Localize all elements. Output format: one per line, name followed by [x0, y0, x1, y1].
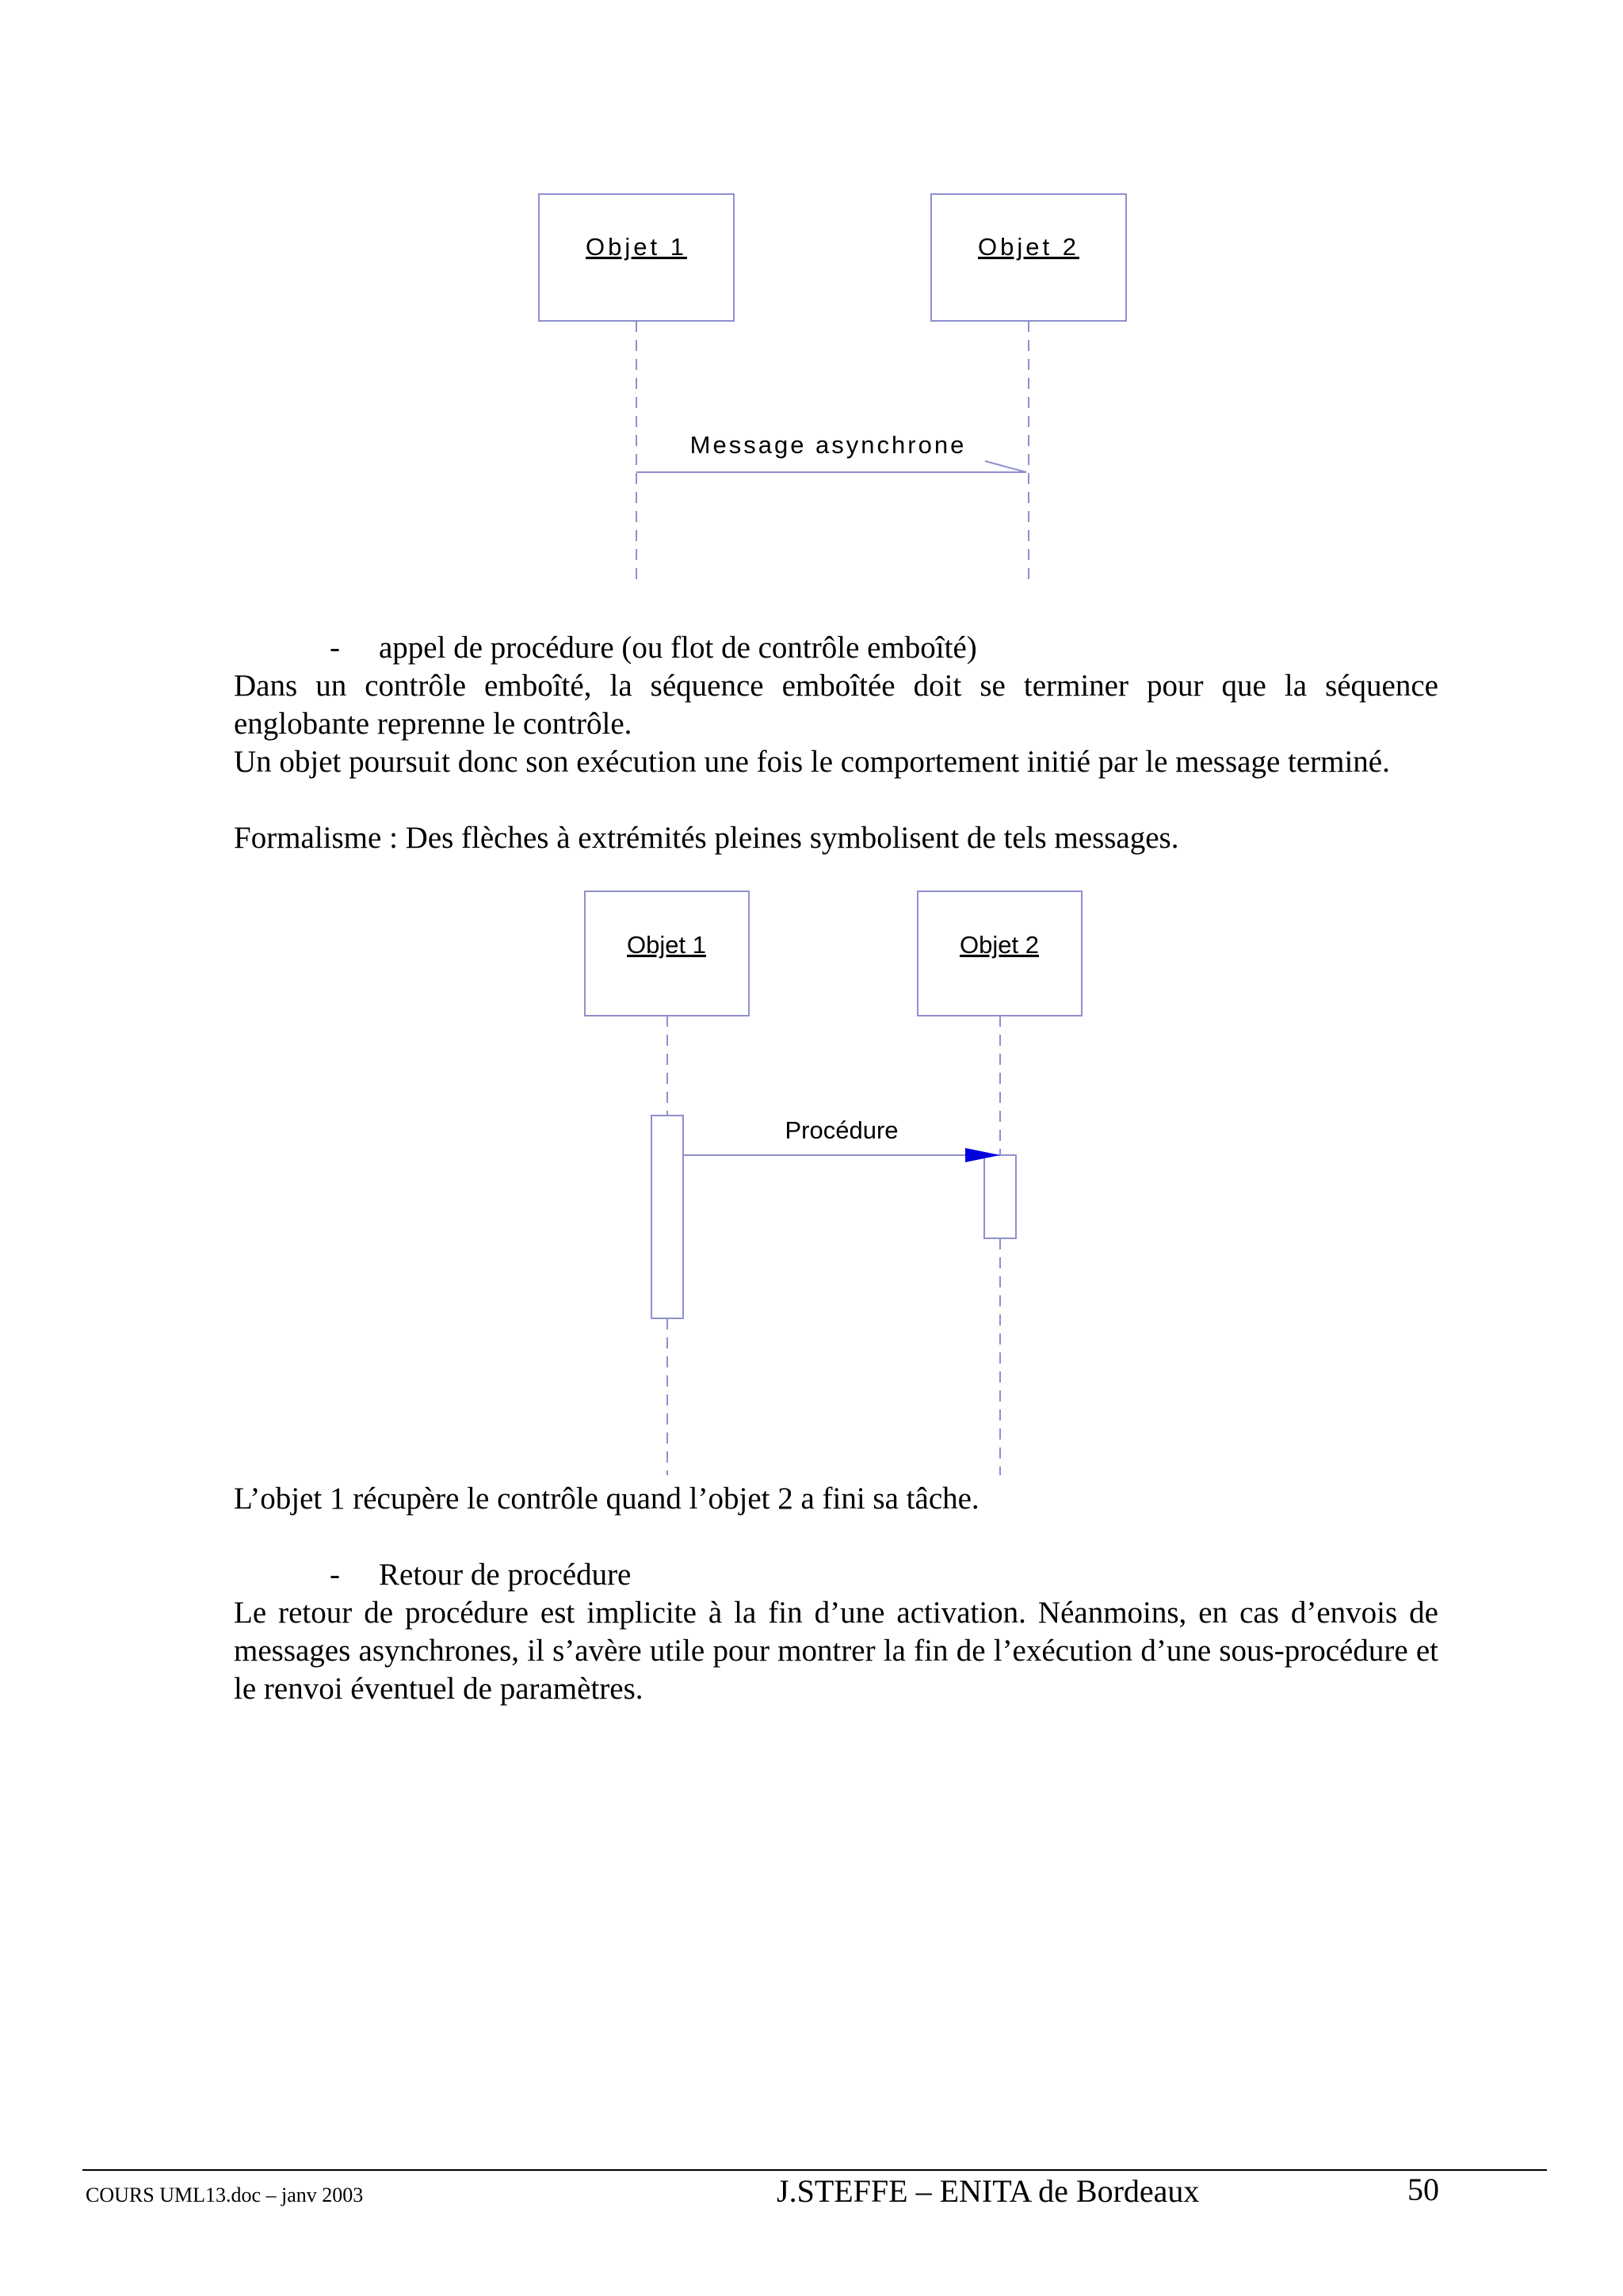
object2-box [918, 891, 1082, 1016]
object2-activation-bar [984, 1155, 1016, 1238]
object1-label: Objet 1 [627, 931, 706, 959]
paragraph-formalism: Formalisme : Des flèches à extrémités pleines symbolisent de tels messages. [234, 821, 1179, 855]
object1-label: Objet 1 [586, 233, 687, 261]
bullet-dash: - [330, 1558, 340, 1592]
page-number: 50 [1407, 2172, 1439, 2207]
procedure-call-text [234, 667, 1438, 857]
control-returns-text [234, 1480, 1438, 1518]
paragraph-object-continues: Un objet poursuit donc son exécution une fois le comportement initié par le message terminé. [234, 745, 1390, 779]
footer-author: J.STEFFE – ENITA de Bordeaux [777, 2173, 1200, 2209]
blank-line [234, 781, 1438, 819]
procedure-return-text [234, 1594, 1438, 1708]
object1-box [585, 891, 749, 1016]
heading-procedure-call: appel de procédure (ou flot de contrôle emboîté) [379, 631, 977, 665]
paragraph-nested-control: Dans un contrôle emboîté, la séquence emboîtée doit se terminer pour que la séquence englobante reprenne le contrôle. [234, 669, 1438, 741]
paragraph-return-implicit: Le retour de procédure est implicite à la fin d’une activation. Néanmoins, en cas d’envois de messages asynchrones, il s’avère utile pour montrer la fin de l’exécution d’une sous-procédure et le renvoi éventuel de paramètres. [234, 1596, 1438, 1706]
object2-label: Objet 2 [960, 931, 1039, 959]
object1-activation-bar [651, 1116, 683, 1318]
footer-document-name: COURS UML13.doc – janv 2003 [86, 2183, 364, 2206]
object2-label: Objet 2 [978, 233, 1079, 261]
async-message-label: Message asynchrone [689, 431, 967, 459]
sequence-diagram-async [0, 0, 1623, 602]
async-arrowhead [985, 461, 1026, 472]
paragraph-object1-regains: L’objet 1 récupère le contrôle quand l’objet 2 a fini sa tâche. [234, 1482, 980, 1516]
procedure-arrowhead [965, 1148, 1000, 1162]
footer-rule [82, 2169, 1547, 2171]
heading-procedure-return: Retour de procédure [379, 1558, 632, 1592]
bullet-dash: - [330, 631, 340, 665]
procedure-message-label: Procédure [785, 1116, 899, 1144]
